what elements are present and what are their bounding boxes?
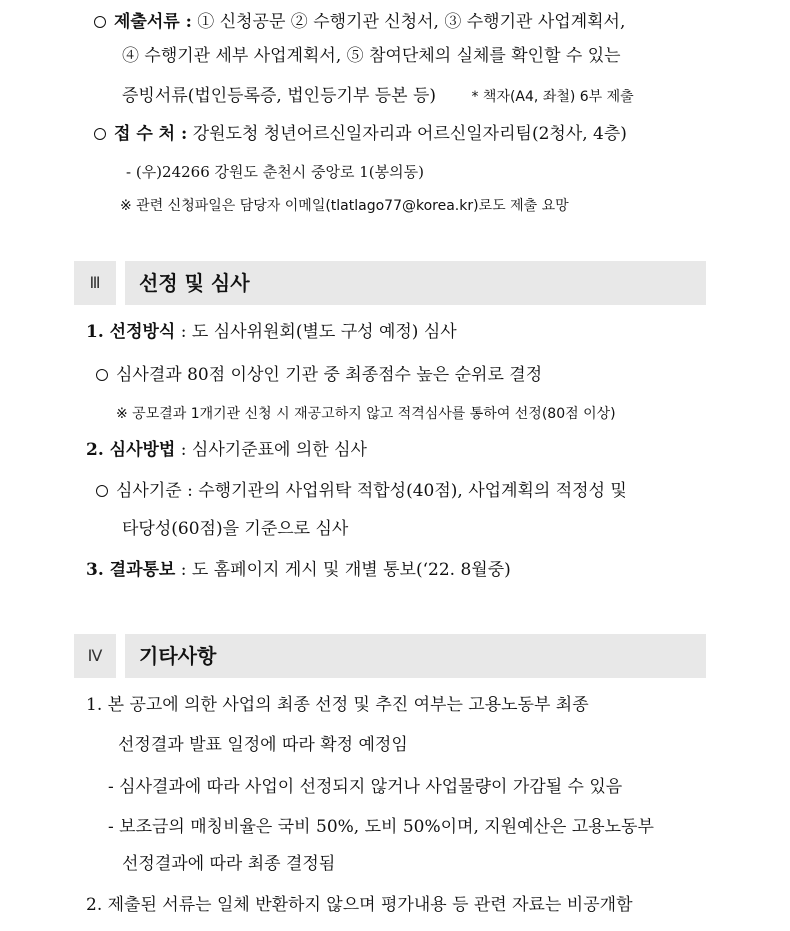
docs-text-line3 — [122, 84, 634, 109]
hollow-circle-bullet-icon — [96, 369, 108, 381]
section-3-title: 선정 및 심사 — [125, 261, 706, 305]
section-3-number: Ⅲ — [74, 261, 116, 305]
review-method-label: 2. 심사방법 — [86, 440, 176, 460]
review-criteria-line2: 타당성(60점)을 기준으로 심사 — [122, 519, 349, 539]
selection-method-label: 1. 선정방식 — [86, 322, 176, 342]
result-notice-text: : 도 홈페이지 게시 및 개별 통보(‘22. 8월중) — [180, 560, 511, 580]
result-notice-label: 3. 결과통보 — [86, 560, 176, 580]
review-criteria-line1: 심사기준 : 수행기관의 사업위탁 적합성(40점), 사업계획의 적정성 및 — [116, 481, 627, 501]
hollow-circle-bullet-icon — [94, 16, 106, 28]
misc-detail-2-line2: 선정결과에 따라 최종 결정됨 — [122, 854, 336, 874]
misc-item-2-line1: 2. 제출된 서류는 일체 반환하지 않으며 평가내용 등 관련 자료는 비공개함 — [86, 895, 633, 915]
selection-method-item — [86, 320, 457, 344]
selection-method-text: : 도 심사위원회(별도 구성 예정) 심사 — [180, 322, 457, 342]
section-4-title: 기타사항 — [125, 634, 706, 678]
misc-detail-1: - 심사결과에 따라 사업이 선정되지 않거나 사업물량이 가감될 수 있음 — [108, 777, 623, 797]
docs-evidence-text: 증빙서류(법인등록증, 법인등기부 등본 등) — [122, 86, 437, 106]
section-4-header — [74, 634, 706, 678]
hollow-circle-bullet-icon — [94, 128, 106, 140]
misc-item-1-line2: 선정결과 발표 일정에 따라 확정 예정임 — [118, 735, 408, 755]
place-text: 강원도청 청년어르신일자리과 어르신일자리팀(2청사, 4층) — [192, 124, 627, 144]
hollow-circle-bullet-icon — [96, 485, 108, 497]
selection-bullet-text: 심사결과 80점 이상인 기관 중 최종점수 높은 순위로 결정 — [116, 365, 543, 385]
misc-detail-2-line1: - 보조금의 매칭비율은 국비 50%, 도비 50%이며, 지원예산은 고용노동부 — [108, 817, 654, 837]
email-note: ※ 관련 신청파일은 담당자 이메일(tlatlago77@korea.kr)로도 제출 요망 — [120, 198, 569, 214]
place-label: 접 수 처 : — [114, 124, 188, 144]
docs-text-line2: ④ 수행기관 세부 사업계획서, ⑤ 참여단체의 실체를 확인할 수 있는 — [122, 46, 621, 66]
docs-text-line1: ① 신청공문 ② 수행기관 신청서, ③ 수행기관 사업계획서, — [197, 12, 626, 32]
docs-booklet-note: * 책자(A4, 좌철) 6부 제출 — [471, 89, 634, 105]
misc-item-1-line1: 1. 본 공고에 의한 사업의 최종 선정 및 추진 여부는 고용노동부 최종 — [86, 695, 589, 715]
review-method-item — [86, 438, 367, 462]
review-method-text: : 심사기준표에 의한 심사 — [180, 440, 367, 460]
selection-note: ※ 공모결과 1개기관 신청 시 재공고하지 않고 적격심사를 통하여 선정(80점 이상) — [116, 406, 616, 422]
result-notice-item — [86, 558, 511, 582]
docs-label: 제출서류 : — [114, 12, 192, 32]
section-3-header — [74, 261, 706, 305]
review-criteria-bullet — [96, 479, 627, 503]
selection-bullet — [96, 363, 542, 387]
submission-docs-item — [94, 10, 625, 34]
section-4-number: Ⅳ — [74, 634, 116, 678]
submission-place-item — [94, 122, 627, 146]
address-line: - (우)24266 강원도 춘천시 중앙로 1(봉의동) — [126, 163, 424, 181]
